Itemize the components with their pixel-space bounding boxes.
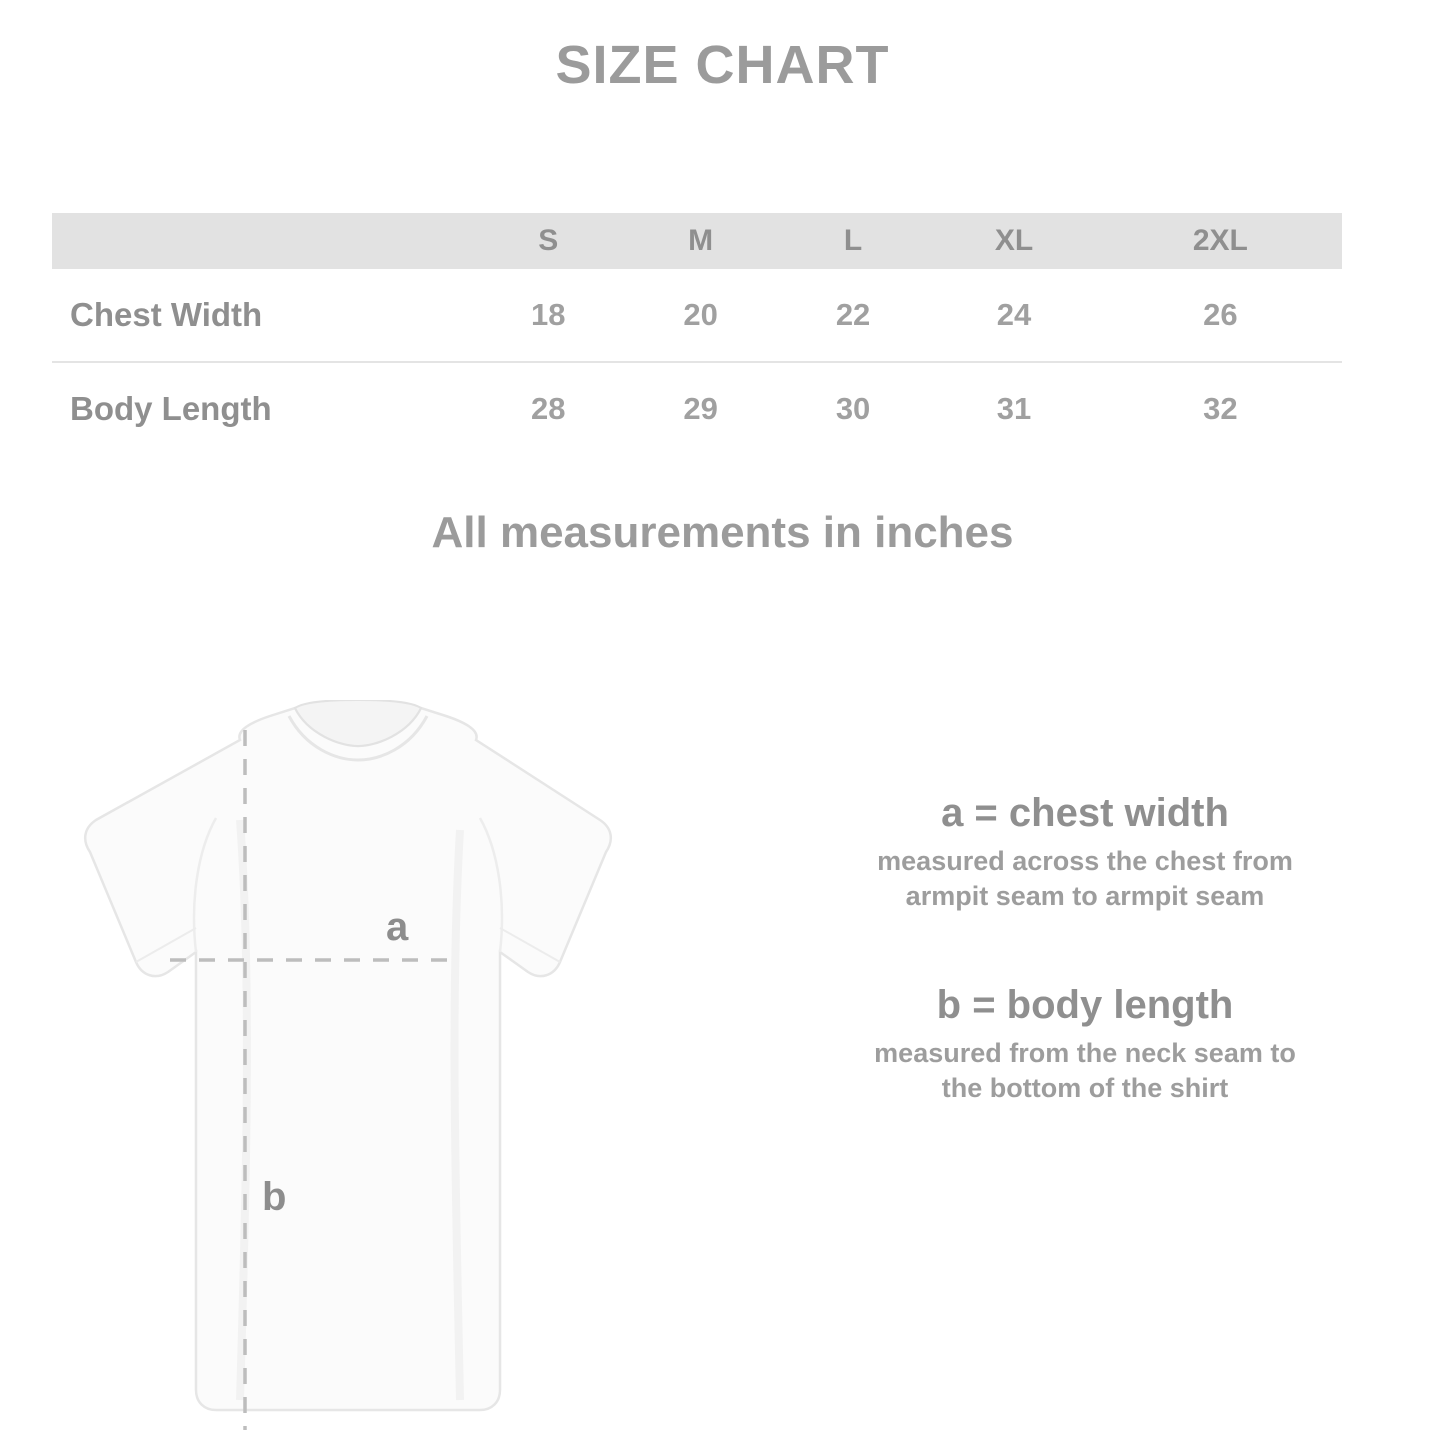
shirt-body: [85, 708, 611, 1410]
cell-chest-width-l: 22: [835, 297, 871, 332]
size-table: [52, 213, 1342, 455]
table-row: [52, 362, 1342, 455]
cell-body-length-m: 29: [683, 391, 718, 426]
cell-chest-width-xl: 24: [996, 297, 1032, 332]
cell-chest-width-s: 18: [530, 297, 566, 332]
table-header-s: S: [538, 224, 559, 257]
legend-title-a: a = chest width: [941, 791, 1229, 835]
legend-block-body-length: [760, 982, 1410, 1106]
tshirt-diagram: [40, 700, 660, 1430]
legend-desc-a-line2: armpit seam to armpit seam: [905, 881, 1265, 912]
tshirt-illustration: [40, 700, 660, 1430]
cell-body-length-s: 28: [530, 391, 566, 426]
table-header-l: L: [843, 224, 863, 257]
legend-desc-b-line1: measured from the neck seam to: [874, 1038, 1296, 1069]
legend-desc-a-line1: measured across the chest from: [877, 846, 1293, 876]
cell-chest-width-2xl: 26: [1203, 297, 1238, 332]
legend: [760, 790, 1410, 1106]
diagram-label-b: b: [262, 1175, 287, 1219]
cell-body-length-2xl: 32: [1203, 391, 1238, 426]
table-row: [52, 269, 1342, 362]
legend-desc-b-line2: the bottom of the shirt: [941, 1073, 1229, 1104]
legend-block-chest-width: [760, 790, 1410, 914]
row-label-body-length: Body Length: [70, 390, 272, 427]
cell-body-length-l: 30: [835, 391, 871, 426]
table-header-2xl: 2XL: [1192, 224, 1248, 257]
diagram-label-a: a: [386, 905, 409, 949]
table-header-m: M: [688, 224, 714, 257]
table-header-rowlabel: [52, 213, 472, 269]
cell-body-length-xl: 31: [996, 391, 1032, 426]
cell-chest-width-m: 20: [683, 297, 718, 332]
page-title: SIZE CHART: [555, 35, 890, 95]
table-header-row: [52, 213, 1342, 269]
measurements-note: All measurements in inches: [431, 508, 1014, 557]
legend-title-b: b = body length: [936, 983, 1234, 1028]
row-label-chest-width: Chest Width: [70, 296, 263, 333]
table-header-xl: XL: [994, 224, 1034, 257]
